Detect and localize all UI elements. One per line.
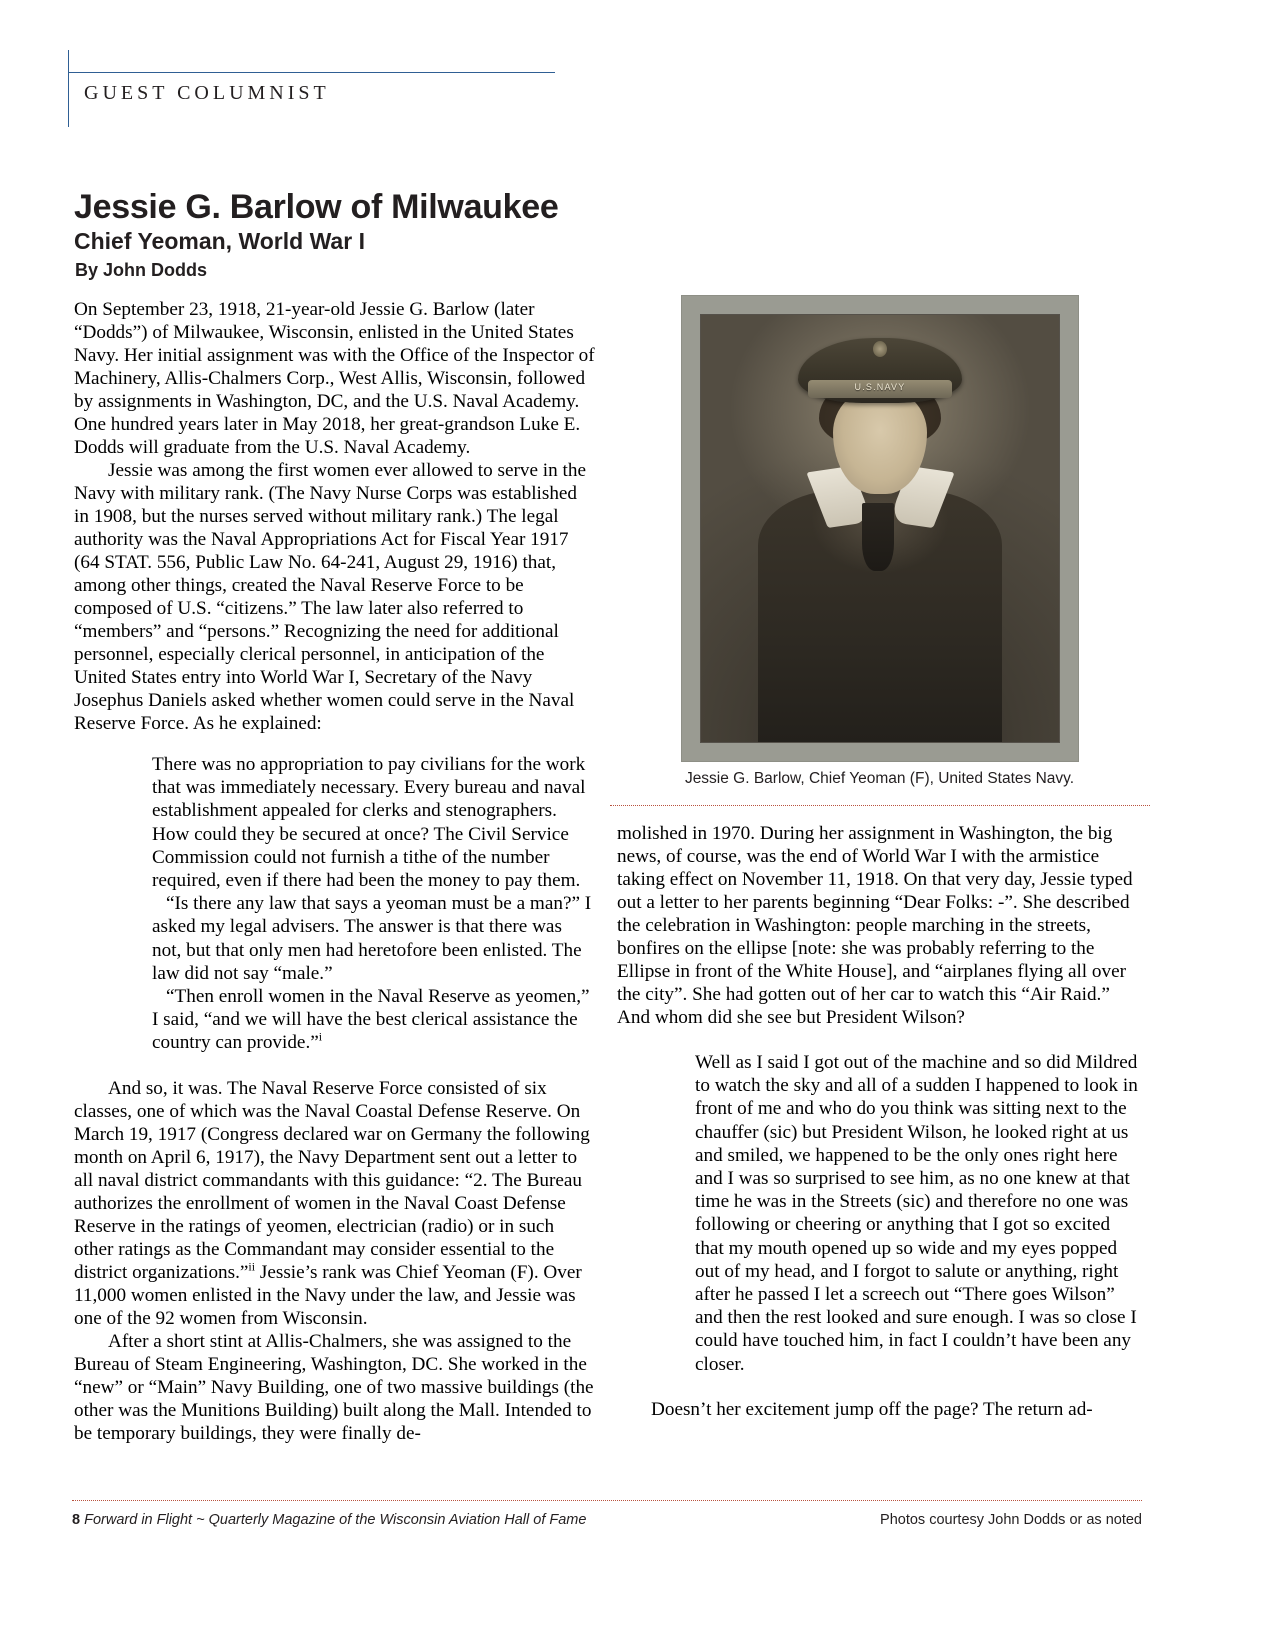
kicker-horizontal-rule: [68, 72, 555, 73]
right-paragraph-2: Doesn’t her excitement jump off the page? The return ad-: [651, 1398, 1093, 1420]
photo-frame: [681, 295, 1079, 762]
neckerchief: [862, 503, 894, 571]
quote-paragraph-3: [152, 985, 595, 1055]
spacer: [617, 1376, 1142, 1398]
spacer: [74, 1055, 595, 1077]
right-paragraph-1: molished in 1970. During her assignment in Washington, the big news, of course, was the end of World War I with the armistice taking effect on November 11, 1918. On that very day, Jessie typed out a letter to her parents beginning “Dear Folks: -”. She described the celebration in Washington: people marching in the streets, bonfires on the ellipse [note: she was probably referring to the Ellipse in front of the White House], and “airplanes flying all over the city”. She had gotten out of her car to watch this “Air Raid.” And whom did she see but President Wilson?: [617, 823, 1133, 1028]
right-column: [617, 822, 1142, 1421]
kicker-vertical-rule: [68, 50, 69, 127]
paragraph-3-part-a: And so, it was. The Naval Reserve Force consisted of six classes, one of which was the Naval Coastal Defense Reserve. On March 19, 1917 (Congress declared war on Germany the following month on April 6, 1917), the Navy Department sent out a letter to all naval district commandants with this guidance: “2. The Bureau authorizes the enrollment of women in the Naval Coast Defense Reserve in the ratings of yeomen, electrician (radio) or in such other ratings as the Commandant may consider essential to the district organizations.”: [74, 1077, 590, 1283]
left-column: [74, 298, 595, 1445]
face: [833, 388, 926, 495]
section-kicker: GUEST COLUMNIST: [84, 82, 330, 104]
quote-paragraph-1: There was no appropriation to pay civilians for the work that was immediately necessary. Every bureau and naval establishment appealed for clerks and stenographers. How could they be secured at once? The Civil Service Commission could not furnish a tithe of the number required, even if there had been the money to pay them.: [152, 754, 586, 892]
footer-left: [72, 1512, 586, 1528]
byline: By John Dodds: [75, 260, 208, 280]
spacer: [74, 735, 595, 753]
blockquote-daniels: [74, 753, 595, 1055]
paragraph-3-part-b: Jessie’s rank was Chief Yeoman (F). Over 11,000 women enlisted in the Navy under the law, and Jessie was one of the 92 women from Wisconsin.: [74, 1261, 582, 1329]
paragraph-4: After a short stint at Allis-Chalmers, she was assigned to the Bureau of Steam Engineering, Washington, DC. She worked in the “new” or “Main” Navy Building, one of two massive buildings (the other was the Munitions Building) built along the Mall. Intended to be temporary buildings, they were finally de-: [74, 1330, 594, 1444]
footnote-marker-ii: ii: [248, 1259, 256, 1274]
photo-mat: [700, 314, 1060, 743]
photo-caption: Jessie G. Barlow, Chief Yeoman (F), United States Navy.: [684, 770, 1075, 787]
quote-paragraph-2: “Is there any law that says a yeoman must be a man?” I asked my legal advisers. The answer is that there was not, but that only men had heretofore been enlisted. The law did not say “male.”: [152, 893, 592, 984]
footer-divider: [72, 1500, 1142, 1501]
cap-band-label: U.S.NAVY: [854, 381, 906, 392]
quote-paragraph-3-text: “Then enroll women in the Naval Reserve as yeomen,” I said, “and we will have the best clerical assistance the country can provide.”: [152, 986, 590, 1054]
page-number: 8: [72, 1512, 81, 1528]
kicker-block: [68, 50, 558, 128]
paragraph-2: Jessie was among the first women ever allowed to serve in the Navy with military rank. (The Navy Nurse Corps was established in 1908, but the nurses served without military rank.) The legal authority was the Naval Appropriations Act for Fiscal Year 1917 (64 STAT. 556, Public Law No. 64-241, August 29, 1916) that, among other things, created the Naval Reserve Force to be composed of U.S. “citizens.” The law later also referred to “members” and “persons.” Recognizing the need for additional personnel, especially clerical personnel, in anticipation of the United States entry into World War I, Secretary of the Navy Josephus Daniels asked whether women could serve in the Naval Reserve Force. As he explained:: [74, 460, 586, 734]
portrait-photo: [681, 295, 1079, 762]
footer-credit: Photos courtesy John Dodds or as noted: [880, 1512, 1142, 1528]
paragraph-3: [74, 1077, 595, 1330]
caption-divider: [610, 805, 1150, 806]
page-subtitle: Chief Yeoman, World War I: [74, 228, 365, 255]
page-title: Jessie G. Barlow of Milwaukee: [74, 187, 559, 226]
footer-publication-text: Forward in Flight ~ Quarterly Magazine of the Wisconsin Aviation Hall of Fame: [80, 1512, 587, 1528]
spacer: [617, 1029, 1142, 1051]
footnote-marker-i: i: [318, 1030, 323, 1045]
blockquote-letter: [617, 1051, 1142, 1376]
letter-quote-text: Well as I said I got out of the machine and so did Mildred to watch the sky and all of a sudden I happened to look in front of me and who do you think was sitting next to the chauffer (sic) but President Wilson, he looked right at us and smiled, we happened to be the only ones right here and I was so surprised to see him, as no one knew at that time he was in the Streets (sic) and therefore no one was following or cheering or anything that I got so excited that my mouth opened up so wide and my eyes popped out of my head, and I forgot to salute or anything, right after he passed I let a screech out “There goes Wilson” and then the rest looked and sure enough. I was so close I could have touched him, in fact I couldn’t have been any closer.: [695, 1052, 1138, 1375]
paragraph-1: On September 23, 1918, 21-year-old Jessie G. Barlow (later “Dodds”) of Milwaukee, Wisconsin, enlisted in the United States Navy. Her initial assignment was with the Office of the Inspector of Machinery, Allis-Chalmers Corp., West Allis, Wisconsin, followed by assignments in Washington, DC, and the U.S. Naval Academy. One hundred years later in May 2018, her great-grandson Luke E. Dodds will graduate from the U.S. Naval Academy.: [74, 299, 595, 458]
portrait-image: [701, 315, 1059, 742]
